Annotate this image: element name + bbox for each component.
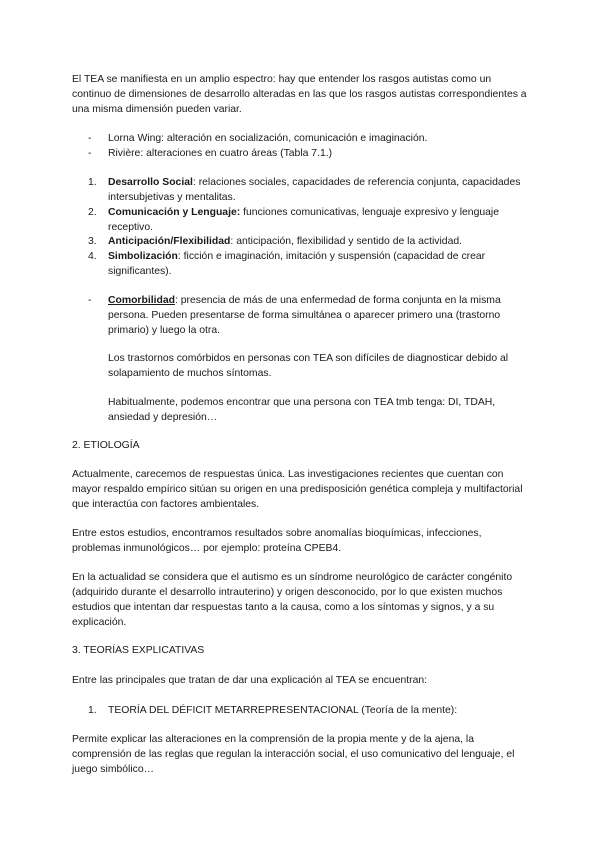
item-description: funciones comunicativas, lenguaje expresivo y lenguaje receptivo.: [108, 207, 499, 233]
teorias-intro: Entre las principales que tratan de dar una explicación al TEA se encuentran:: [72, 675, 428, 686]
item-term: Comunicación y Lenguaje:: [108, 207, 241, 218]
dash-bullet: -: [88, 148, 92, 159]
item-term: Desarrollo Social: [108, 177, 193, 188]
comorbidity-term: Comorbilidad: [108, 295, 175, 306]
item-description: relaciones sociales, capacidades de referencia conjunta, capacidades intersubjetivas y mentalitas.: [108, 177, 521, 203]
item-number: 1.: [88, 705, 97, 716]
item-number: 2.: [88, 207, 97, 218]
item-term: Anticipación/Flexibilidad: [108, 236, 231, 247]
numbered-item: 3. Anticipación/Flexibilidad: anticipación, flexibilidad y sentido de la actividad.: [88, 236, 463, 247]
item-number: 1.: [88, 177, 97, 188]
comorbidity-paragraph: Comorbilidad: presencia de más de una enfermedad de forma conjunta en la misma persona. Pueden presentarse de forma simultánea o aparecer primero una (trastorno primario) y luego la otra.: [108, 295, 501, 336]
item-description: anticipación, flexibilidad y sentido de la actividad.: [236, 236, 463, 247]
section-heading-etiologia: 2. ETIOLOGÍA: [72, 440, 140, 451]
numbered-item: 1. Desarrollo Social: relaciones sociales, capacidades de referencia conjunta, capacidades intersubjetivas y mentalitas.: [88, 177, 521, 203]
numbered-item: 4. Simbolización: ficción e imaginación, imitación y suspensión (capacidad de crear significantes).: [88, 251, 486, 277]
theory-title: TEORÍA DEL DÉFICIT METARREPRESENTACIONAL (Teoría de la mente):: [108, 705, 458, 716]
comorbidity-paragraph-3: Habitualmente, podemos encontrar que una persona con TEA tmb tenga: DI, TDAH, ansiedad y depresión…: [108, 397, 496, 423]
item-term: Simbolización: [108, 251, 178, 262]
numbered-item: [88, 205, 528, 235]
numbered-item: [88, 703, 528, 718]
teorias-paragraph-1: Permite explicar las alteraciones en la comprensión de la propia mente y de la ajena, la comprensión de las reglas que regulan la interacción social, el uso comunicativo del lenguaje, el juego simbólico…: [72, 734, 515, 775]
etiologia-paragraph-2: Entre estos estudios, encontramos resultados sobre anomalías bioquímicas, infecciones, problemas inmunológicos… por ejemplo: proteína CPEB4.: [72, 528, 482, 554]
list-item-text: Rivière: alteraciones en cuatro áreas (Tabla 7.1.): [108, 148, 333, 159]
dash-bullet: -: [88, 295, 92, 306]
list-item-text: Lorna Wing: alteración en socialización, comunicación e imaginación.: [108, 133, 428, 144]
comorbidity-paragraph-2: Los trastornos comórbidos en personas con TEA son difíciles de diagnosticar debido al solapamiento de muchos síntomas.: [108, 353, 509, 379]
etiologia-paragraph-1: Actualmente, carecemos de respuestas única. Las investigaciones recientes que cuentan con mayor respaldo empírico sitúan su origen en una predisposición genética compleja y multifactorial que interactúa con factores ambientales.: [72, 469, 523, 510]
item-description: ficción e imaginación, imitación y suspensión (capacidad de crear significantes).: [108, 251, 486, 277]
comorbidity-description: presencia de más de una enfermedad de forma conjunta en la misma persona. Pueden presentarse de forma simultánea o aparecer primero una (trastorno primario) y luego la otra.: [108, 295, 501, 336]
etiologia-paragraph-3: En la actualidad se considera que el autismo es un síndrome neurológico de carácter congénito (adquirido durante el desarrollo intrauterino) y origen desconocido, por lo que existen muchos estudios que intentan dar respuestas tanto a la causa, como a los síntomas y signos, y a su explicación.: [72, 572, 513, 628]
item-number: 3.: [88, 236, 97, 247]
section-heading-teorias: 3. TEORÍAS EXPLICATIVAS: [72, 645, 205, 656]
intro-paragraph: El TEA se manifiesta en un amplio espectro: hay que entender los rasgos autistas como un continuo de dimensiones de desarrollo alteradas en las que los rasgos autistas correspondientes a una misma dimensión pueden variar.: [72, 74, 527, 115]
dash-bullet: -: [88, 133, 92, 144]
item-number: 4.: [88, 251, 97, 262]
